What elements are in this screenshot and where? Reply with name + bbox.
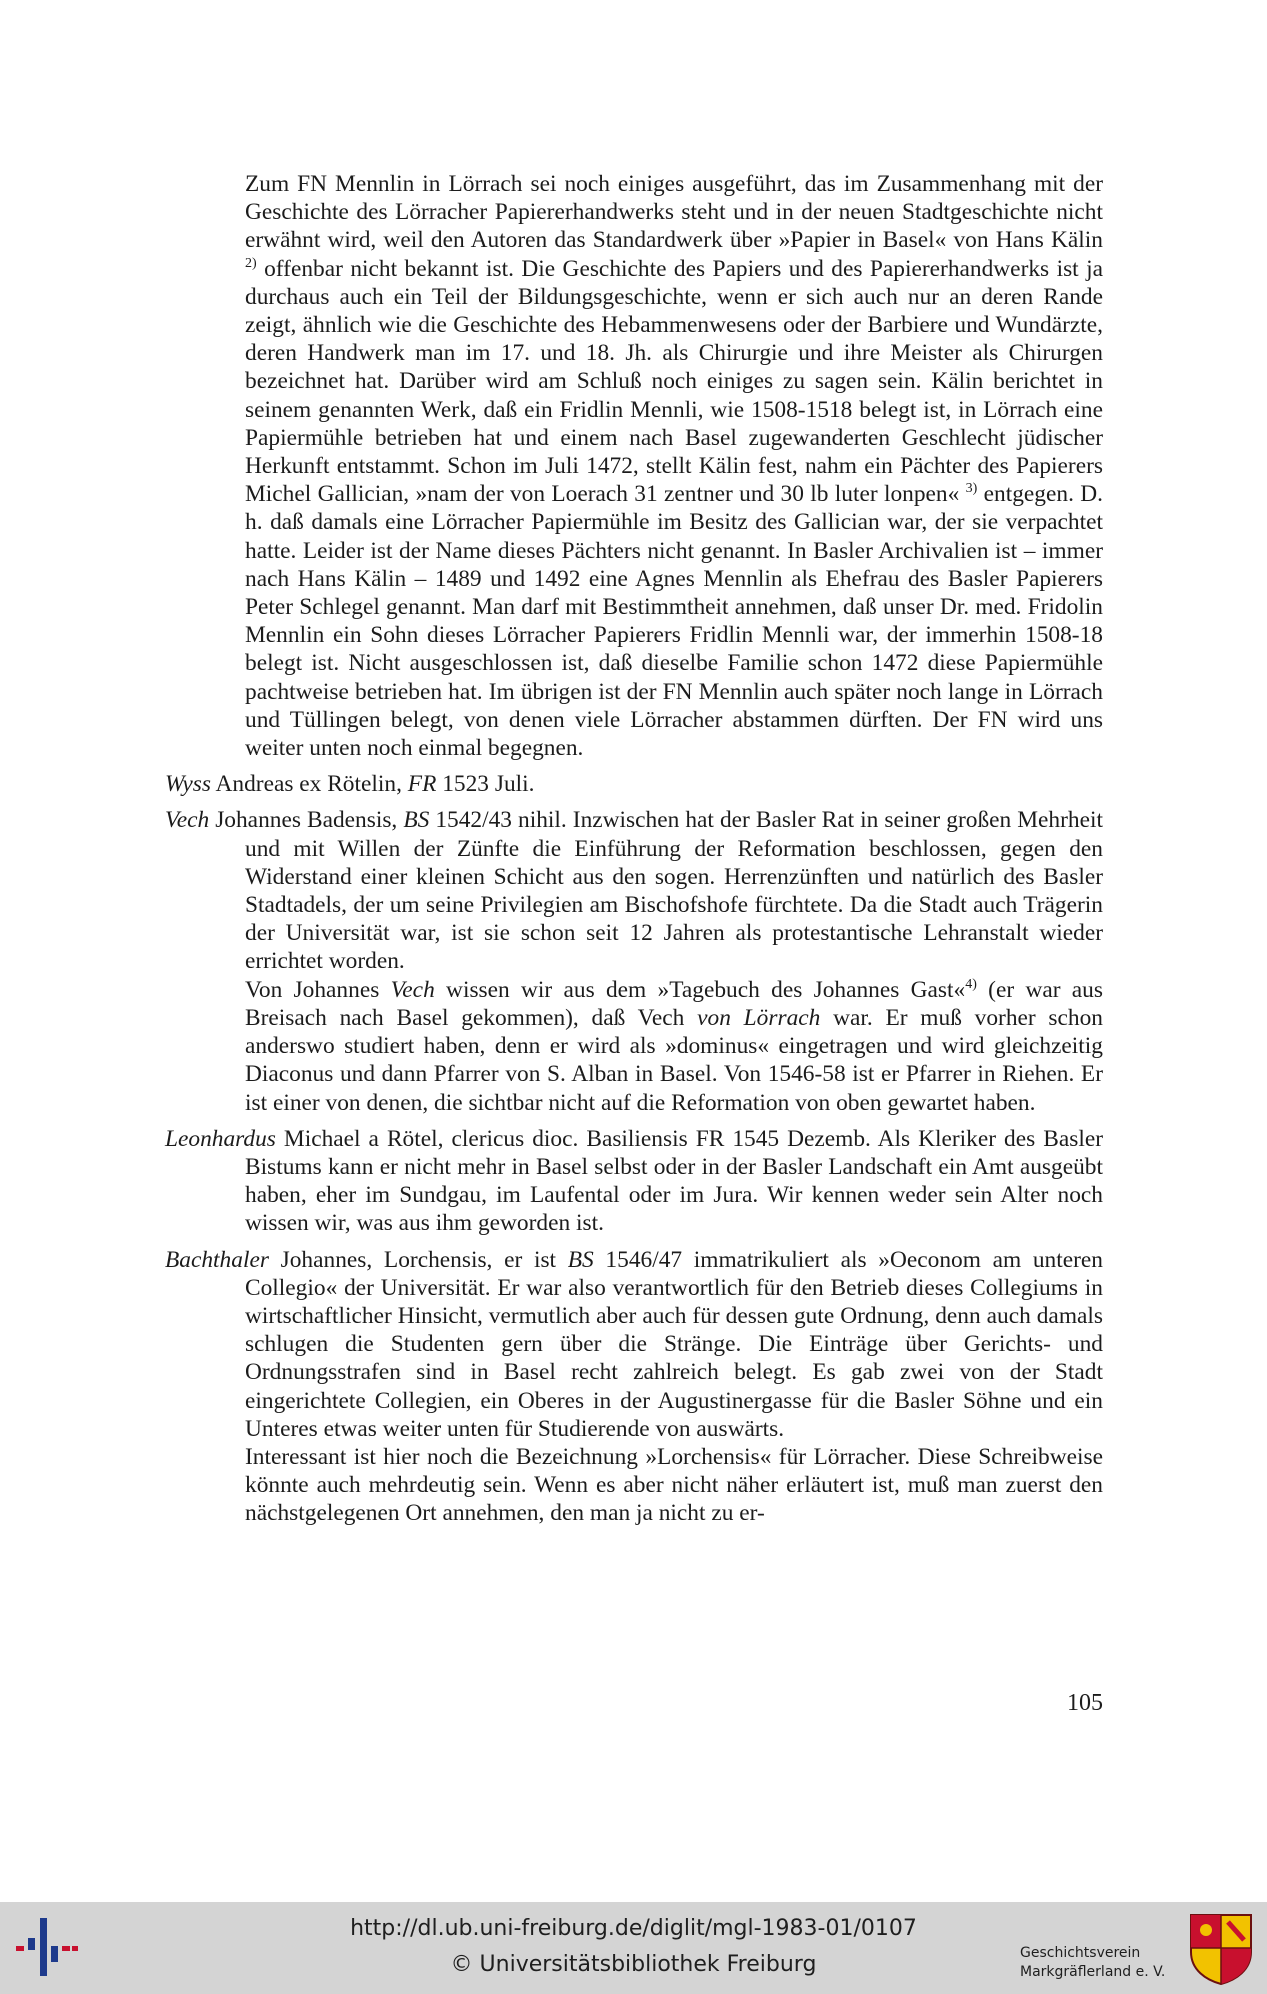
page-number: 105 xyxy=(1067,1690,1103,1716)
italic-name: Bachthaler xyxy=(165,1246,269,1273)
italic-name: Vech xyxy=(390,976,435,1003)
publisher-line-1: Geschichtsverein xyxy=(1020,1945,1141,1961)
footnote-ref: 4) xyxy=(965,976,977,992)
register-entry xyxy=(165,806,1103,975)
italic-name: von Lörrach xyxy=(697,1004,821,1031)
text-run: Zum FN Mennlin in Lörrach sei noch einiges ausgeführt, das im Zusammenhang mit der Geschichte des Lörracher Papiererhandwerks steht und in der neuen Stadtgeschichte nicht erwähnt wird, weil den Autoren das Standardwerk über »Papier in Basel« von Hans Kälin xyxy=(245,171,1103,254)
text-run: Andreas ex Rötelin, xyxy=(210,771,408,798)
text-run: war. Er muß vorher schon anderswo studiert haben, denn er wird als »dominus« eingetragen und wird gleichzeitig Diaconus und dann Pfarrer von S. Alban in Basel. Von 1546-58 ist er Pfarrer in Riehen. Er ist einer von denen, die sichtbar nicht auf die Reformation von oben gewartet haben. xyxy=(245,1004,1104,1116)
text-run: Interessant ist hier noch die Bezeichnung »Lorchensis« für Lörracher. Diese Schreibweise könnte auch mehrdeutig sein. Wenn es aber nicht näher erläutert ist, muß man zuerst den nächstgelegenen Ort annehmen, den man ja nicht zu er- xyxy=(245,1443,1103,1527)
italic-name: Wyss xyxy=(165,771,211,798)
text-run: Michael a Rötel, clericus dioc. Basiliensis FR 1545 Dezemb. Als Kleriker des Basler Bistums kann er nicht mehr in Basel selbst oder in der Basler Landschaft ein Amt ausgeübt haben, eher im Sundgau, im Laufental oder im Jura. Wir kennen weder sein Alter noch wissen wir, was aus ihm geworden ist. xyxy=(245,1125,1103,1237)
register-entry xyxy=(165,1125,1103,1238)
text-run: (er war aus Breisach nach Basel gekommen), daß Vech xyxy=(245,976,1103,1031)
footer-url-link[interactable]: http://dl.ub.uni-freiburg.de/diglit/mgl-1983-01/0107 xyxy=(350,1916,917,1941)
italic-name: Vech xyxy=(165,807,210,834)
text-run: 1542/43 nihil. Inzwischen hat der Basler Rat in seiner großen Mehrheit und mit Willen der Zünfte die Einführung der Reformation beschlossen, gegen den Widerstand einer kleinen Schicht aus den sogen. Herrenzünften und natürlich des Basler Stadtadels, der um seine Privilegien am Bischofshofe fürchtete. Da die Stadt auch Trägerin der Universität war, ist sie schon seit 12 Jahren als protestantische Lehranstalt wieder errichtet worden. xyxy=(245,807,1103,975)
text-run: entgegen. D. h. daß damals eine Lörracher Papiermühle im Besitz des Gallician war, der sie verpachtet hatte. Leider ist der Name dieses Pächters nicht genannt. In Basler Archivalien ist – immer nach Hans Kälin – 1489 und 1492 eine Agnes Mennlin als Ehefrau des Basler Papierers Peter Schlegel genannt. Man darf mit Bestimmtheit annehmen, daß unser Dr. med. Fridolin Mennlin ein Sohn dieses Lörracher Papierers Fridlin Mennli war, der immerhin 1508-18 belegt ist. Nicht ausgeschlossen ist, daß dieselbe Familie schon 1472 diese Papiermühle pachtweise betrieben hat. Im übrigen ist der FN Mennlin auch später noch lange in Lörrach und Tüllingen belegt, von denen viele Lörracher abstammen dürften. Der FN wird uns weiter unten noch einmal begegnen. xyxy=(245,481,1103,762)
body-text xyxy=(165,170,1103,1528)
footer-copyright: © Universitätsbibliothek Freiburg xyxy=(450,1952,817,1977)
text-run: Johannes, Lorchensis, er ist xyxy=(268,1246,568,1273)
paragraph xyxy=(165,1443,1103,1528)
register-entry xyxy=(165,1246,1103,1443)
text-run: 1546/47 immatrikuliert als »Oeconom am unteren Collegio« der Universität. Er war also verantwortlich für den Betrieb dieses Collegiums in wirtschaftlicher Hinsicht, vermutlich aber auch für dessen gute Ordnung, denn auch damals schlugen die Studenten gern über die Stränge. Die Einträge über Gerichts- und Ordnungsstrafen sind in Basel recht zahlreich belegt. Es gab zwei von der Stadt eingerichtete Collegien, ein Oberes in der Augustinergasse für die Basler Söhne und ein Unteres etwas weiter unten für Studierende von auswärts. xyxy=(245,1246,1103,1442)
footnote-ref: 3) xyxy=(965,481,978,497)
paragraph xyxy=(165,976,1103,1117)
publisher-line-2: Markgräflerland e. V. xyxy=(1020,1964,1166,1980)
footer-bar xyxy=(0,1902,1267,1994)
italic-name: BS xyxy=(567,1246,594,1273)
text-run: Von Johannes xyxy=(245,976,391,1003)
text-run: Johannes Badensis, xyxy=(209,807,404,834)
italic-name: Leonhardus xyxy=(165,1125,276,1152)
text-run: 1523 Juli. xyxy=(436,771,535,798)
paragraph xyxy=(165,170,1103,762)
register-entry xyxy=(165,770,1103,798)
text-run: offenbar nicht bekannt ist. Die Geschichte des Papiers und des Papiererhandwerks ist ja durchaus auch ein Teil der Bildungsgeschichte, wenn er sich auch nur an deren Rande zeigt, ähnlich wie die Geschichte des Hebammenwesens oder der Barbiere und Wundärzte, deren Handwerk man im 17. und 18. Jh. als Chirurgie und ihre Meister als Chirurgen bezeichnet hat. Darüber wird am Schluß noch einiges zu sagen sein. Kälin berichtet in seinem genannten Werk, daß ein Fridlin Mennli, wie 1508-1518 belegt ist, in Lörrach eine Papiermühle betrieben hat und einem nach Basel zugewanderten Geschlecht jüdischer Herkunft entstammt. Schon im Juli 1472, stellt Kälin fest, nahm ein Pächter des Papierers Michel Gallician, »nam der von Loerach 31 zentner und 30 lb luter lonpen« xyxy=(245,255,1103,508)
footnote-ref: 2) xyxy=(245,255,257,271)
text-run: wissen wir aus dem »Tagebuch des Johannes Gast« xyxy=(434,976,966,1003)
coat-of-arms-icon[interactable] xyxy=(1188,1912,1254,1986)
publisher-name xyxy=(1020,1944,1180,1982)
italic-name: FR xyxy=(407,771,437,798)
italic-name: BS xyxy=(403,807,430,834)
